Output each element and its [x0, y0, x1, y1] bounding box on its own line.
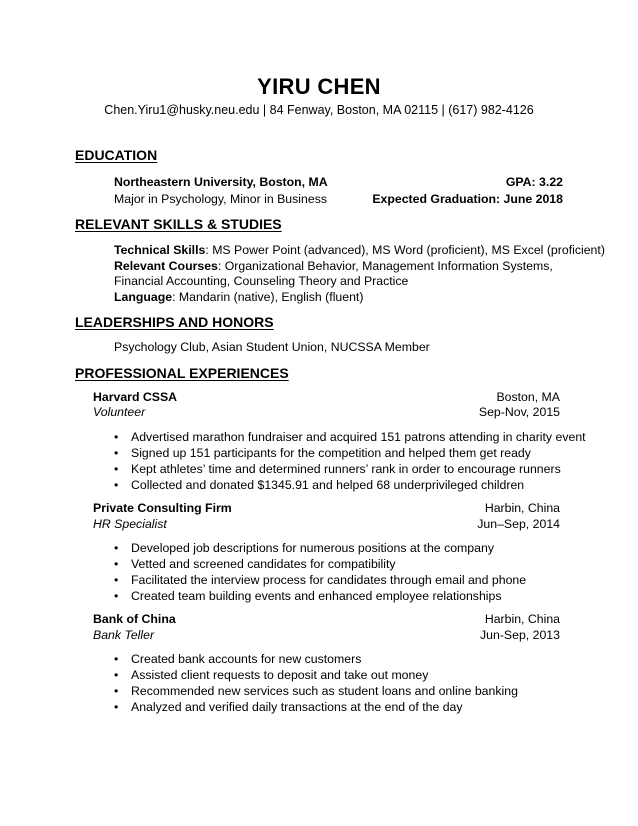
job-bullet: Created bank accounts for new customers — [131, 652, 362, 666]
courses-line — [114, 259, 553, 273]
bullet-icon: • — [114, 589, 119, 603]
leadership-heading: LEADERSHIPS AND HONORS — [75, 314, 274, 330]
job-bullet: Analyzed and verified daily transactions at the end of the day — [131, 700, 463, 714]
bullet-icon: • — [114, 684, 119, 698]
contact-line: Chen.Yiru1@husky.neu.edu | 84 Fenway, Boston, MA 02115 | (617) 982-4126 — [104, 103, 534, 117]
job-location: Harbin, China — [484, 501, 560, 515]
bullet-icon: • — [114, 700, 119, 714]
job-bullet: Facilitated the interview process for candidates through email and phone — [131, 573, 527, 587]
courses-value: : Organizational Behavior, Management Information Systems, — [217, 259, 553, 273]
bullet-icon: • — [114, 478, 119, 492]
language-label: Language — [114, 290, 173, 304]
bullet-icon: • — [114, 446, 119, 460]
job-bullet: Created team building events and enhanced employee relationships — [131, 589, 502, 603]
job-bullet: Recommended new services such as student loans and online banking — [131, 684, 518, 698]
expected-graduation: Expected Graduation: June 2018 — [372, 192, 563, 206]
bullet-icon: • — [114, 573, 119, 587]
job-org: Private Consulting Firm — [93, 501, 232, 515]
job-bullet: Developed job descriptions for numerous positions at the company — [131, 541, 494, 555]
job-dates: Jun-Sep, 2013 — [480, 628, 560, 642]
job-dates: Jun–Sep, 2014 — [477, 517, 560, 531]
technical-skills-label: Technical Skills — [114, 243, 206, 257]
job-location: Harbin, China — [484, 612, 560, 626]
job-bullet: Assisted client requests to deposit and take out money — [131, 668, 429, 682]
leadership-items: Psychology Club, Asian Student Union, NUCSSA Member — [114, 340, 430, 354]
job-role: Bank Teller — [93, 628, 155, 642]
skills-heading: RELEVANT SKILLS & STUDIES — [75, 216, 282, 232]
job-bullet: Vetted and screened candidates for compatibility — [131, 557, 396, 571]
courses-continued: Financial Accounting, Counseling Theory and Practice — [114, 274, 409, 288]
bullet-icon: • — [114, 557, 119, 571]
major: Major in Psychology, Minor in Business — [114, 192, 328, 206]
job-location: Boston, MA — [496, 390, 560, 404]
job-bullet: Advertised marathon fundraiser and acquired 151 patrons attending in charity event — [131, 430, 586, 444]
courses-label: Relevant Courses — [114, 259, 218, 273]
job-bullet: Signed up 151 participants for the competition and helped them get ready — [131, 446, 531, 460]
gpa: GPA: 3.22 — [505, 175, 563, 189]
technical-skills-value: : MS Power Point (advanced), MS Word (proficient), MS Excel (proficient) — [205, 243, 605, 257]
job-org: Harvard CSSA — [93, 390, 178, 404]
education-heading: EDUCATION — [75, 147, 158, 163]
job-role: Volunteer — [93, 405, 146, 419]
job-bullet: Collected and donated $1345.91 and helped 68 underprivileged children — [131, 478, 525, 492]
job-role: HR Specialist — [93, 517, 167, 531]
language-line — [114, 290, 363, 304]
language-value: : Mandarin (native), English (fluent) — [172, 290, 364, 304]
job-dates: Sep-Nov, 2015 — [478, 405, 560, 419]
bullet-icon: • — [114, 541, 119, 555]
bullet-icon: • — [114, 430, 119, 444]
job-bullet: Kept athletes’ time and determined runners’ rank in order to encourage runners — [131, 462, 561, 476]
technical-skills-line — [114, 243, 605, 257]
job-org: Bank of China — [93, 612, 176, 626]
resume-name: YIRU CHEN — [257, 74, 381, 99]
bullet-icon: • — [114, 462, 119, 476]
bullet-icon: • — [114, 668, 119, 682]
school-name: Northeastern University, Boston, MA — [114, 175, 328, 189]
bullet-icon: • — [114, 652, 119, 666]
experience-heading: PROFESSIONAL EXPERIENCES — [75, 365, 289, 381]
